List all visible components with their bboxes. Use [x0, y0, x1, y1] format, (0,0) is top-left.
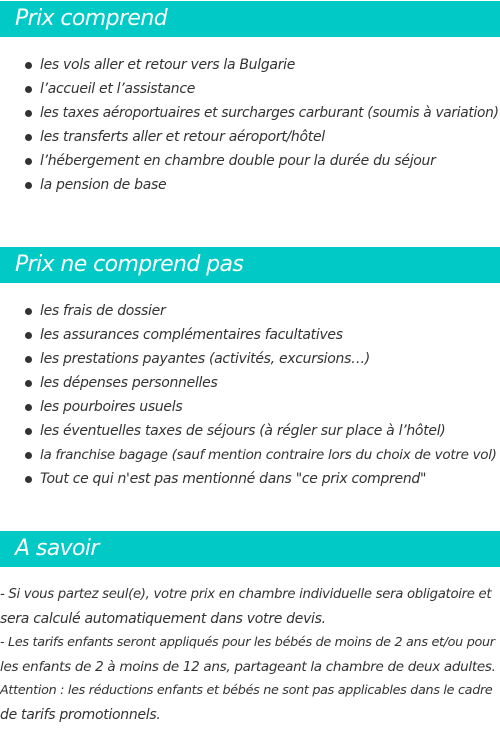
bullet-icon: [25, 158, 32, 165]
list-item: [0, 77, 500, 101]
list-item-text: les taxes aéroportuaires et surcharges carburant (soumis à variation): [40, 105, 499, 121]
bullet-icon: [25, 182, 32, 189]
list-item: [0, 323, 500, 347]
bullet-icon: [25, 404, 32, 411]
a-savoir-line: - Les tarifs enfants seront appliqués pour les bébés de moins de 2 ans et/ou pour: [0, 635, 495, 650]
list-item: [0, 299, 500, 323]
list-item-text: les transferts aller et retour aéroport/hôtel: [40, 129, 325, 145]
list-item: [0, 443, 500, 467]
list-item-text: les frais de dossier: [40, 303, 166, 319]
a-savoir-text: [0, 583, 500, 727]
section-prix-comprend: [0, 1, 500, 197]
list-item-text: les vols aller et retour vers la Bulgarie: [40, 57, 296, 73]
a-savoir-line: sera calculé automatiquement dans votre devis.: [0, 611, 326, 627]
list-item-text: l’hébergement en chambre double pour la durée du séjour: [40, 153, 436, 169]
section-a-savoir: [0, 531, 500, 727]
bullet-icon: [25, 476, 32, 483]
list-item-text: les prestations payantes (activités, excursions…): [40, 351, 370, 367]
section-heading-prix-ne-comprend-pas: Prix ne comprend pas: [0, 247, 500, 283]
a-savoir-line: Attention : les réductions enfants et bébés ne sont pas applicables dans le cadre: [0, 683, 493, 698]
list-item: [0, 101, 500, 125]
bullet-icon: [25, 380, 32, 387]
section-heading-a-savoir: A savoir: [0, 531, 500, 567]
list-item: [0, 53, 500, 77]
list-item-text: les éventuelles taxes de séjours (à régler sur place à l’hôtel): [40, 423, 446, 439]
bullet-icon: [25, 308, 32, 315]
bullet-icon: [25, 62, 32, 69]
list-item-text: les assurances complémentaires facultatives: [40, 327, 343, 343]
list-item: [0, 395, 500, 419]
bullet-icon: [25, 452, 32, 459]
bullet-icon: [25, 86, 32, 93]
bullet-icon: [25, 110, 32, 117]
list-item-text: les pourboires usuels: [40, 399, 183, 415]
bullet-icon: [25, 356, 32, 363]
section-heading-prix-comprend: Prix comprend: [0, 1, 500, 37]
list-item: [0, 371, 500, 395]
a-savoir-line: les enfants de 2 à moins de 12 ans, partageant la chambre de deux adultes.: [0, 659, 496, 675]
list-item: [0, 347, 500, 371]
list-item: [0, 149, 500, 173]
bullet-icon: [25, 428, 32, 435]
list-item: [0, 125, 500, 149]
list-item-text: l’accueil et l’assistance: [40, 81, 196, 97]
included-list: [0, 53, 500, 197]
list-item-text: Tout ce qui n'est pas mentionné dans "ce prix comprend": [40, 471, 427, 487]
list-item-text: les dépenses personnelles: [40, 375, 218, 391]
list-item-text: la pension de base: [40, 177, 167, 193]
section-prix-ne-comprend-pas: [0, 247, 500, 491]
a-savoir-line: de tarifs promotionnels.: [0, 707, 161, 723]
bullet-icon: [25, 332, 32, 339]
list-item-text: la franchise bagage (sauf mention contraire lors du choix de votre vol): [40, 447, 497, 463]
list-item: [0, 419, 500, 443]
excluded-list: [0, 299, 500, 491]
list-item: [0, 467, 500, 491]
list-item: [0, 173, 500, 197]
a-savoir-line: - Si vous partez seul(e), votre prix en chambre individuelle sera obligatoire et: [0, 587, 492, 602]
bullet-icon: [25, 134, 32, 141]
